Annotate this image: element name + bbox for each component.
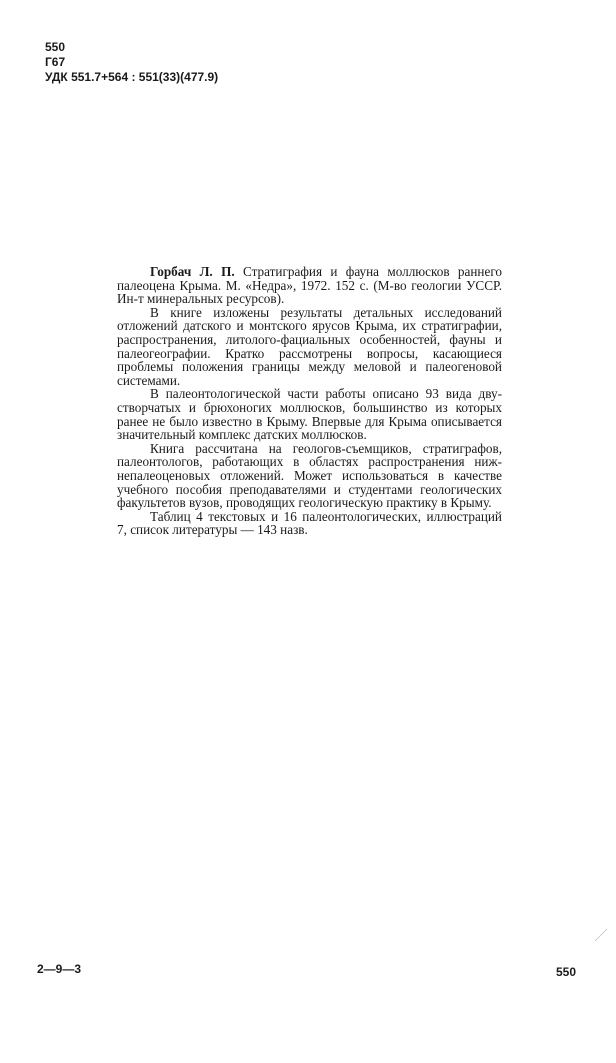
- catalog-number: 550: [45, 40, 66, 54]
- udk-code: УДК 551.7+564 : 551(33)(477.9): [45, 70, 219, 84]
- scan-artifact: [594, 928, 608, 942]
- print-code: 2—9—3: [37, 962, 82, 976]
- annotation-paragraph-3: Книга рассчитана на геологов-съемщиков, стратиграфов, палеонтологов, работающих в областях распространения нижнепалеоценовых отложений. Может использоваться в качестве учебного пособия преподавателями и студентами геологических факультетов вузов, проводящих геологическую практику в Крыму.: [117, 440, 502, 511]
- annotation-paragraph-1: В книге изложены результаты детальных исследований отложений датского и монтского ярусов Крыма, их стратиграфии, распространения, литолого-фациальных особенностей, фауны и палеогеографии. Кратко рассмотрены вопросы, касающиеся проблемы положения границы между меловой и палеогеновой системами.: [117, 304, 502, 388]
- print-run-code: 550: [556, 965, 577, 979]
- book-description: Стратиграфия и фауна моллюсков раннего палеоцена Крыма. М. «Недра», 1972. 152 с. (М-во геологии УССР. Ин-т минеральных ресурсов).: [117, 264, 502, 307]
- bibliographic-entry: [117, 265, 502, 306]
- bibliographic-annotation: [117, 265, 502, 537]
- author-mark: Г67: [45, 55, 66, 69]
- annotation-paragraph-2: В палеонтологической части работы описано 93 вида двустворчатых и брюхоногих моллюсков, большинство из которых ранее не было известно в Крыму. Впервые для Крыма описывается значительный комплекс датских моллюсков.: [117, 386, 502, 443]
- annotation-paragraph-4: Таблиц 4 текстовых и 16 палеонтологических, иллюстраций 7, список литературы — 143 назв.: [117, 508, 502, 538]
- catalog-codes: [45, 40, 218, 85]
- author-name: Горбач Л. П.: [150, 264, 235, 279]
